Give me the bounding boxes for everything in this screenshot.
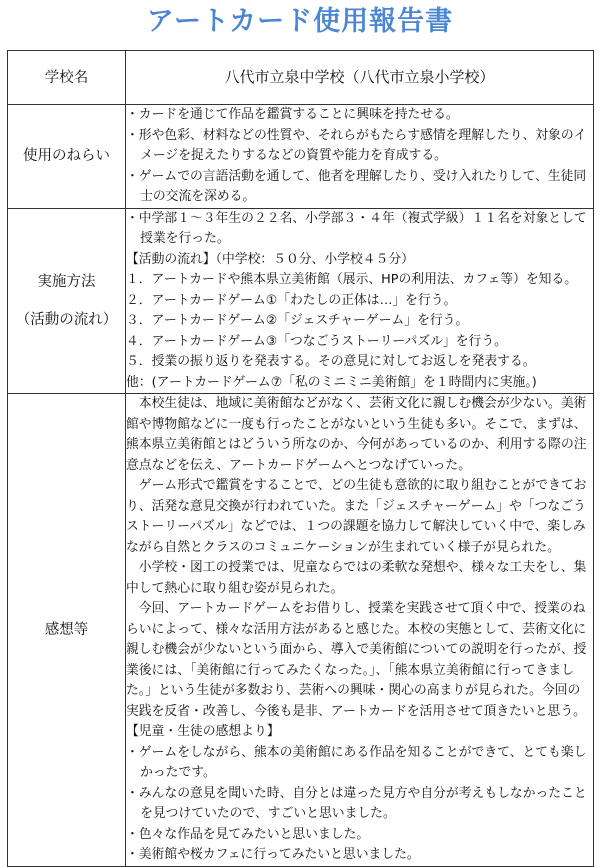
method-label [8,208,126,394]
impression-paragraph: 本校生徒は、地域に美術館などがなく、芸術文化に親しむ機会が少ない。美術館や博物館などに一度も行ったことがないという生徒も多い。そこで、まずは、熊本県立美術館とはどういう所なのか、今何があっているのか、利用する際の注意点などを伝え、アートカードゲームへとつなげていった。 [126,396,587,473]
school-row [8,51,594,105]
method-label-main: 実施方法 [37,273,96,290]
voice-item: ・ゲームをしながら、熊本の美術館にある作品を知ることができて、とても楽しかったです。 [126,744,587,780]
school-label: 学校名 [8,51,126,105]
purpose-line: ・ゲームでの言語活動を通して、他者を理解したり、受け入れたりして、生徒同士の交流を深める。 [126,168,587,204]
flow-heading: 【活動の流れ】（中学校：５０分、小学校４５分） [126,251,414,267]
method-intro: ・中学部１～３年生の２２名、小学部３・４年（複式学級）１１名を対象として授業を行った。 [126,210,587,246]
impressions-row [8,394,594,867]
report-table [7,50,594,867]
impression-paragraph: 小学校・図工の授業では、児童ならではの柔軟な発想や、様々な工夫をし、集中して熱心に取り組む姿が見られた。 [126,560,587,596]
voice-item: ・美術館や桜カフェに行ってみたいと思いました。 [126,847,420,862]
purpose-content [126,105,594,209]
voice-item: ・みんなの意見を聞いた時、自分とは違った見方や自分が考えもしなかったことを見つけていたので、すごいと思いました。 [126,785,587,821]
impression-paragraph: ゲーム形式で鑑賞をすることで、どの生徒も意欲的に取り組むことができており、活発な意見交換が行われていた。また「ジェスチャーゲーム」や「つなごうストーリーパズル」などでは、１つの課題を協力して解決していく中で、楽しみながら自然とクラスのコミュニケーションが生まれていく様子が見られた。 [126,478,587,555]
method-row [8,208,594,394]
impressions-content [126,394,594,867]
flow-step: ５．授業の振り返りを発表する。その意見に対してお返しを発表する。 [126,354,536,369]
purpose-line: ・カードを通じて作品を鑑賞することに興味を持たせる。 [126,107,459,122]
flow-step: ２．アートカードゲーム①「わたしの正体は…」を行う。 [126,292,457,308]
impressions-label: 感想等 [8,394,126,867]
purpose-line: ・形や色彩、材料などの性質や、それらがもたらす感情を理解したり、対象のイメージを捉えたりするなどの資質や能力を育成する。 [126,127,587,163]
purpose-row [8,105,594,209]
page-title: アートカード使用報告書 [146,6,454,37]
flow-step: １．アートカードや熊本県立美術館（展示、HPの利用法、カフェ等）を知る。 [126,272,578,287]
voices-heading: 【児童・生徒の感想より】 [126,724,280,739]
voice-item: ・色々な作品を見てみたいと思いました。 [126,826,370,842]
flow-step: ４．アートカードゲーム③「つなごうストーリーパズル」を行う。 [126,333,507,349]
method-content [126,208,594,394]
flow-step: ３．アートカードゲーム②「ジェスチャーゲーム」を行う。 [126,313,469,328]
flow-step: 他：(アートカードゲーム⑦「私のミニミニ美術館」を１時間内に実施。) [126,374,537,390]
school-value: 八代市立泉中学校（八代市立泉小学校） [126,51,594,105]
method-label-sub: （活動の流れ） [15,311,118,328]
purpose-label: 使用のねらい [8,105,126,209]
impression-paragraph: 今回、アートカードゲームをお借りし、授業を実践させて頂く中で、授業のねらいによって、様々な活用方法があると感じた。本校の実態として、芸術文化に親しむ機会が少ないという面から、導入で美術館についての説明を行ったが、授業後には、「美術館に行ってみたくなった。」、「熊本県立美術館に行ってきました。」という生徒が多数おり、芸術への興味・関心の高まりが見られた。今回の実践を反省・改善し、今後も是非、アートカードを活用させて頂きたいと思う。 [126,601,587,719]
